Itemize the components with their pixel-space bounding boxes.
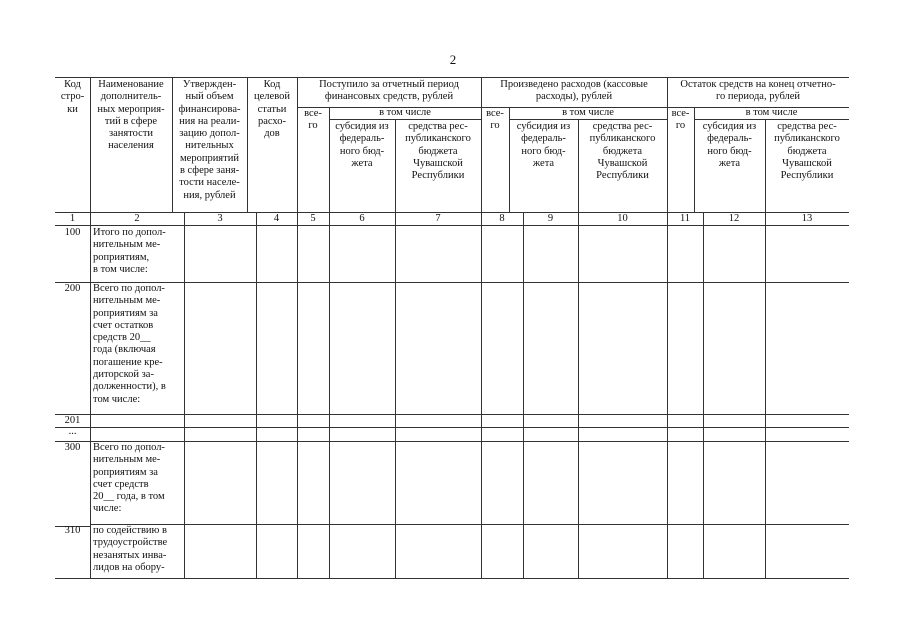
table-bottom-border bbox=[55, 578, 849, 579]
header-total-balance: все- го bbox=[671, 108, 690, 132]
row-activity-name: Всего по допол- нительным ме- роприятиям за счет остатков средств 20__ года (включая погашение кре- диторской за- долженности), в том числе: bbox=[93, 283, 166, 405]
header-group-balance: Остаток средств на конец отчетно- го периода, рублей bbox=[680, 79, 836, 103]
header-group-expenses: Произведено расходов (кассовые расходы), рублей bbox=[500, 79, 648, 103]
column-number-3: 3 bbox=[217, 213, 223, 224]
header-group-received: Поступило за отчетный период финансовых средств, рублей bbox=[319, 79, 459, 103]
row-activity-name: по содействию в трудоустройстве незанятых инва- лидов на обору- bbox=[93, 525, 168, 573]
header-including-balance: в том числе bbox=[745, 107, 798, 118]
header-total-received: все- го bbox=[304, 108, 322, 132]
body-column-rule bbox=[395, 212, 396, 578]
body-column-rule bbox=[523, 212, 524, 578]
column-number-4: 4 bbox=[273, 213, 280, 224]
row-code: 201 bbox=[64, 415, 81, 426]
column-number-11: 11 bbox=[679, 213, 691, 224]
body-column-rule bbox=[256, 212, 257, 578]
header-activity-name: Наименование дополнитель- ных мероприя- тий в сфере занятости населения bbox=[97, 79, 165, 152]
header-republic-budget-received: средства рес- публиканского бюджета Чувашской Республики bbox=[405, 121, 471, 182]
column-number-7: 7 bbox=[435, 213, 441, 224]
header-republic-budget-expenses: средства рес- публиканского бюджета Чувашской Республики bbox=[589, 121, 656, 182]
header-total-expenses: все- го bbox=[486, 108, 504, 132]
page-number: 2 bbox=[449, 52, 457, 67]
row-activity-name: Всего по допол- нительным ме- роприятиям за счет средств 20__ года, в том числе: bbox=[93, 442, 165, 515]
column-number-6: 6 bbox=[359, 213, 365, 224]
column-number-5: 5 bbox=[310, 213, 316, 224]
row-code: ... bbox=[68, 426, 77, 437]
column-number-8: 8 bbox=[499, 213, 505, 224]
row-code: 300 bbox=[64, 442, 81, 453]
column-number-12: 12 bbox=[728, 213, 740, 224]
body-column-rule bbox=[184, 212, 185, 578]
header-budget-code: Код целевой статьи расхо- дов bbox=[254, 79, 290, 140]
header-including-received: в том числе bbox=[379, 107, 431, 118]
column-number-2: 2 bbox=[134, 213, 140, 224]
row-rule bbox=[55, 427, 849, 428]
body-column-rule bbox=[765, 212, 766, 578]
header-approved-volume: Утвержден- ный объем финансирова- ния на реали- зацию допол- нительных мероприятий в сфере заня- тости населе- ния, рублей bbox=[178, 79, 241, 201]
header-federal-subsidy-expenses: субсидия из федераль- ного бюд- жета bbox=[516, 121, 571, 169]
header-federal-subsidy-received: субсидия из федераль- ного бюд- жета bbox=[335, 121, 389, 169]
body-column-rule bbox=[703, 212, 704, 578]
column-number-13: 13 bbox=[801, 213, 813, 224]
body-column-rule bbox=[329, 212, 330, 578]
row-rule bbox=[90, 524, 849, 525]
table-top-border bbox=[55, 77, 849, 78]
column-number-9: 9 bbox=[547, 213, 554, 224]
row-activity-name: Итого по допол- нительным ме- роприятиям, в том числе: bbox=[93, 227, 166, 275]
column-number-10: 10 bbox=[617, 213, 628, 224]
body-column-rule bbox=[90, 212, 91, 578]
row-code: 100 bbox=[64, 227, 81, 238]
body-column-rule bbox=[667, 212, 668, 578]
header-row-code: Код стро- ки bbox=[60, 79, 85, 115]
row-rule bbox=[55, 414, 849, 415]
body-column-rule bbox=[578, 212, 579, 578]
header-federal-subsidy-balance: субсидия из федераль- ного бюд- жета bbox=[702, 121, 757, 169]
header-including-expenses: в том числе bbox=[562, 107, 614, 118]
body-column-rule bbox=[481, 212, 482, 578]
column-number-1: 1 bbox=[69, 213, 76, 224]
row-code: 200 bbox=[64, 283, 81, 294]
header-republic-budget-balance: средства рес- публиканского бюджета Чувашской Республики bbox=[774, 121, 840, 182]
row-code: 310 bbox=[64, 525, 81, 536]
body-column-rule bbox=[297, 212, 298, 578]
